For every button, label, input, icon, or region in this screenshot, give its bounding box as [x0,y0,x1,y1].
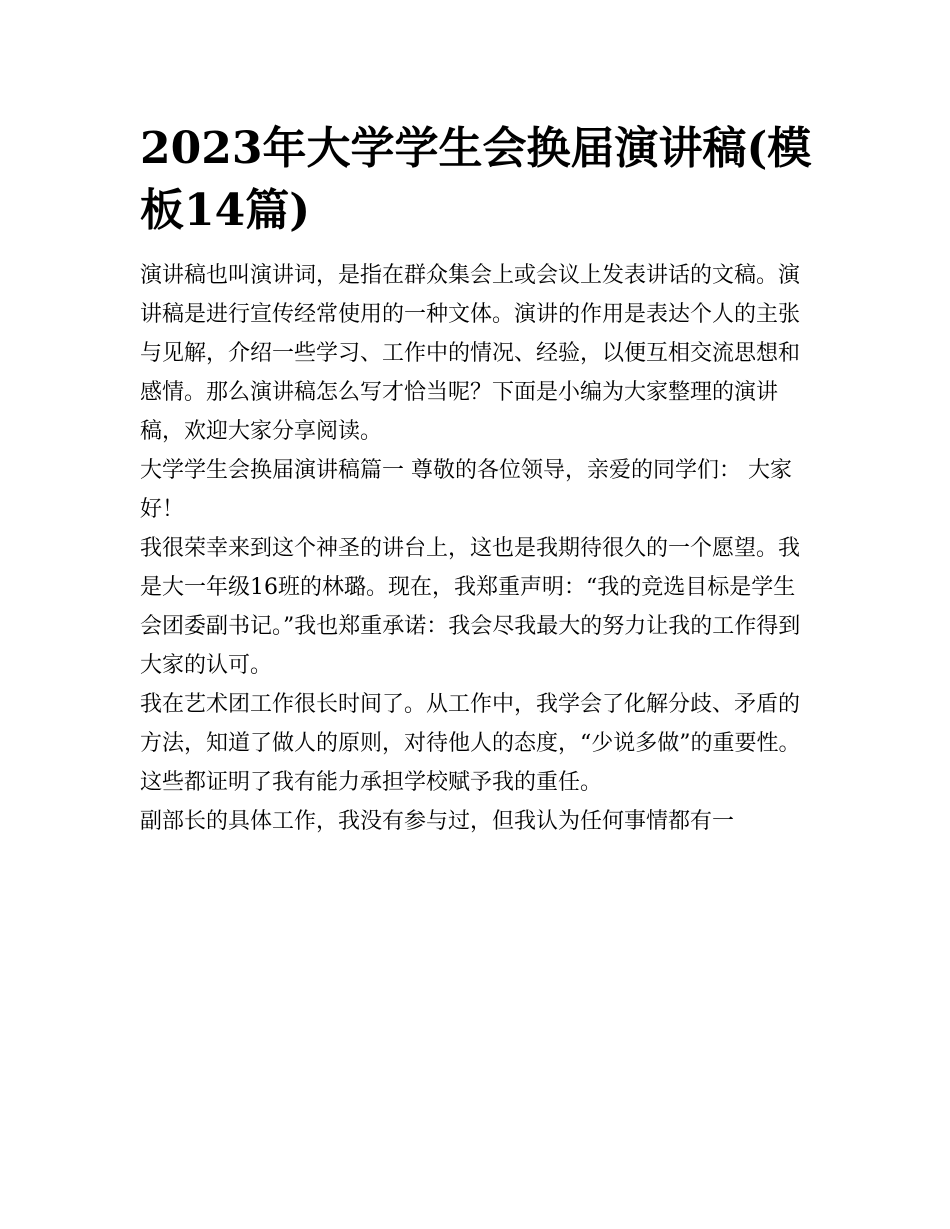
paragraph-continuation: 副部长的具体工作，我没有参与过，但我认为任何事情都有一 [140,809,735,834]
document-body [140,118,812,841]
paragraph-intro: 演讲稿也叫演讲词，是指在群众集会上或会议上发表讲话的文稿。演讲稿是进行宣传经常使用的一种文体。演讲的作用是表达个人的主张与见解，介绍一些学习、工作中的情况、经验，以便互相交流思想和感情。那么演讲稿怎么写才恰当呢？下面是小编为大家整理的演讲稿，欢迎大家分享阅读。 [140,263,801,444]
paragraph-greeting: 大学学生会换届演讲稿篇一 尊敬的各位领导，亲爱的同学们： 大家好！ [140,458,792,522]
paragraph-self-introduction: 我很荣幸来到这个神圣的讲台上，这也是我期待很久的一个愿望。我是大一年级16班的林璐。现在，我郑重声明：“我的竞选目标是学生会团委副书记。”我也郑重承诺：我会尽我最大的努力让我的工作得到大家的认可。 [140,536,801,678]
document-title: 2023年大学学生会换届演讲稿(模板14篇) [140,123,812,236]
paragraph-experience: 我在艺术团工作很长时间了。从工作中，我学会了化解分歧、矛盾的方法，知道了做人的原则，对待他人的态度，“少说多做”的重要性。这些都证明了我有能力承担学校赋予我的重任。 [140,692,801,795]
